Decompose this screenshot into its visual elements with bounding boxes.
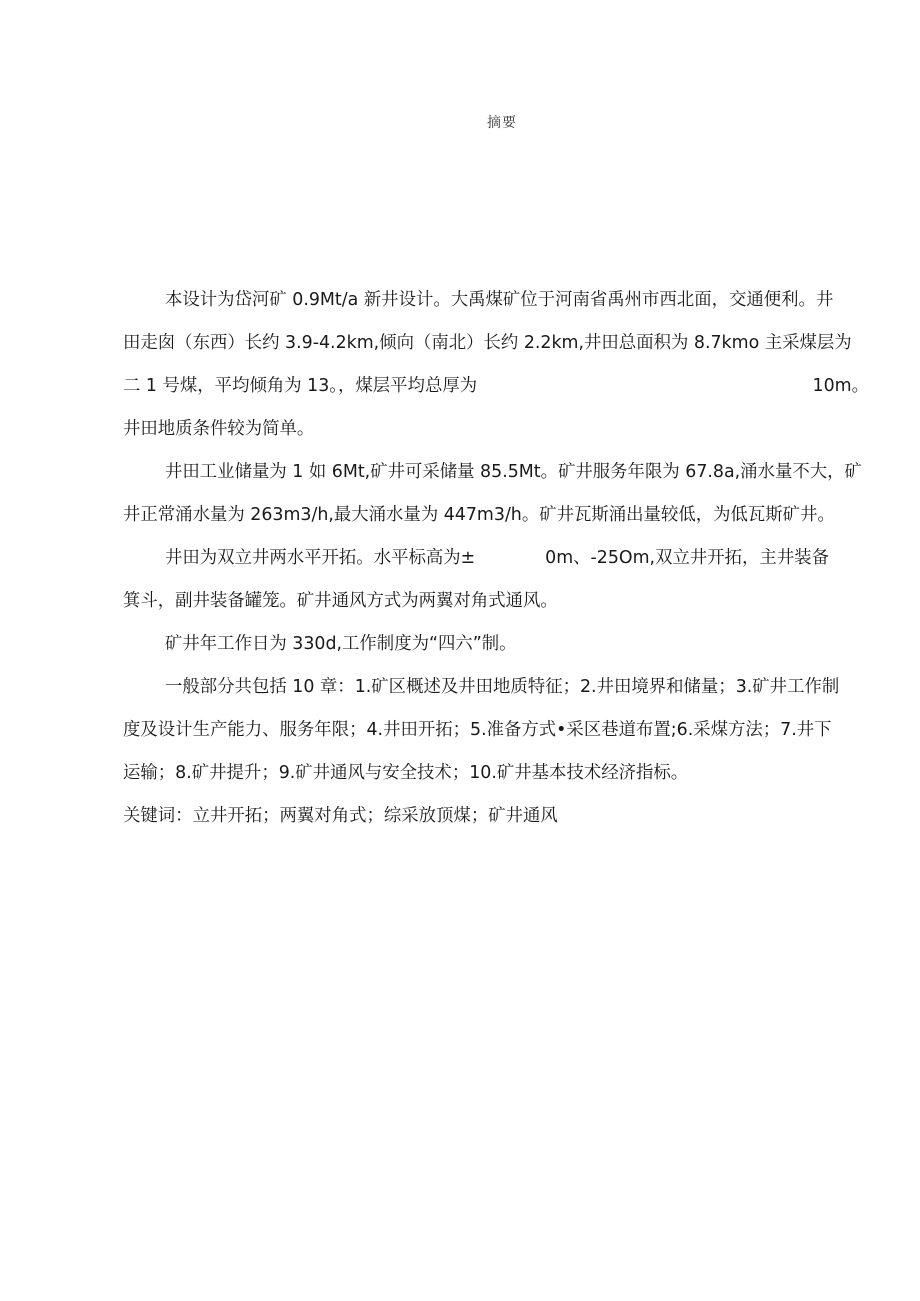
paragraph-5-line-1: 一般部分共包括 10 章：1.矿区概述及井田地质特征；2.井田境界和储量；3.矿井工作制: [165, 677, 840, 697]
paragraph-1-line-3-left: 二 1 号煤，平均倾角为 13。，煤层平均总厚为: [123, 376, 478, 396]
paragraph-5-line-2: 度及设计生产能力、服务年限；4.井田开拓；5.准备方式•采区巷道布置;6.采煤方法；7.井下: [123, 720, 832, 740]
paragraph-1-line-4: 井田地质条件较为简单。: [123, 419, 315, 439]
paragraph-3-line-1-left: 井田为双立井两水平开拓。水平标高为±: [165, 548, 476, 568]
paragraph-3-line-1-right: 0m、-25Om,双立井开拓，主井装备: [545, 548, 829, 568]
paragraph-2-line-2: 井正常涌水量为 263m3/h,最大涌水量为 447m3/h。矿井瓦斯涌出量较低，为低瓦斯矿井。: [123, 505, 835, 525]
paragraph-1-line-2: 田走囱（东西）长约 3.9-4.2km,倾向（南北）长约 2.2km,井田总面积为 8.7kmo 主采煤层为: [123, 333, 852, 353]
paragraph-1-line-3: [123, 373, 869, 399]
paragraph-2-line-1: 井田工业储量为 1 如 6Mt,矿井可采储量 85.5Mt。矿井服务年限为 67.8a,涌水量不大，矿: [165, 462, 862, 482]
paragraph-4-line-1: 矿井年工作日为 330d,工作制度为“四六”制。: [165, 634, 517, 654]
paragraph-3-line-1: [165, 545, 829, 571]
keywords-line: 关键词：立井开拓；两翼对角式；综采放顶煤；矿井通风: [123, 806, 558, 826]
paragraph-3-line-2: 箕斗，副井装备罐笼。矿井通风方式为两翼对角式通风。: [123, 591, 558, 611]
paragraph-5-line-3: 运输；8.矿井提升；9.矿井通风与安全技术；10.矿井基本技术经济指标。: [123, 763, 689, 783]
paragraph-1-line-1: 本设计为岱河矿 0.9Mt/a 新井设计。大禹煤矿位于河南省禹州市西北面，交通便利。井: [165, 290, 834, 310]
abstract-title: 摘要: [487, 115, 517, 131]
paragraph-1-line-3-right: 10m。: [812, 376, 869, 396]
